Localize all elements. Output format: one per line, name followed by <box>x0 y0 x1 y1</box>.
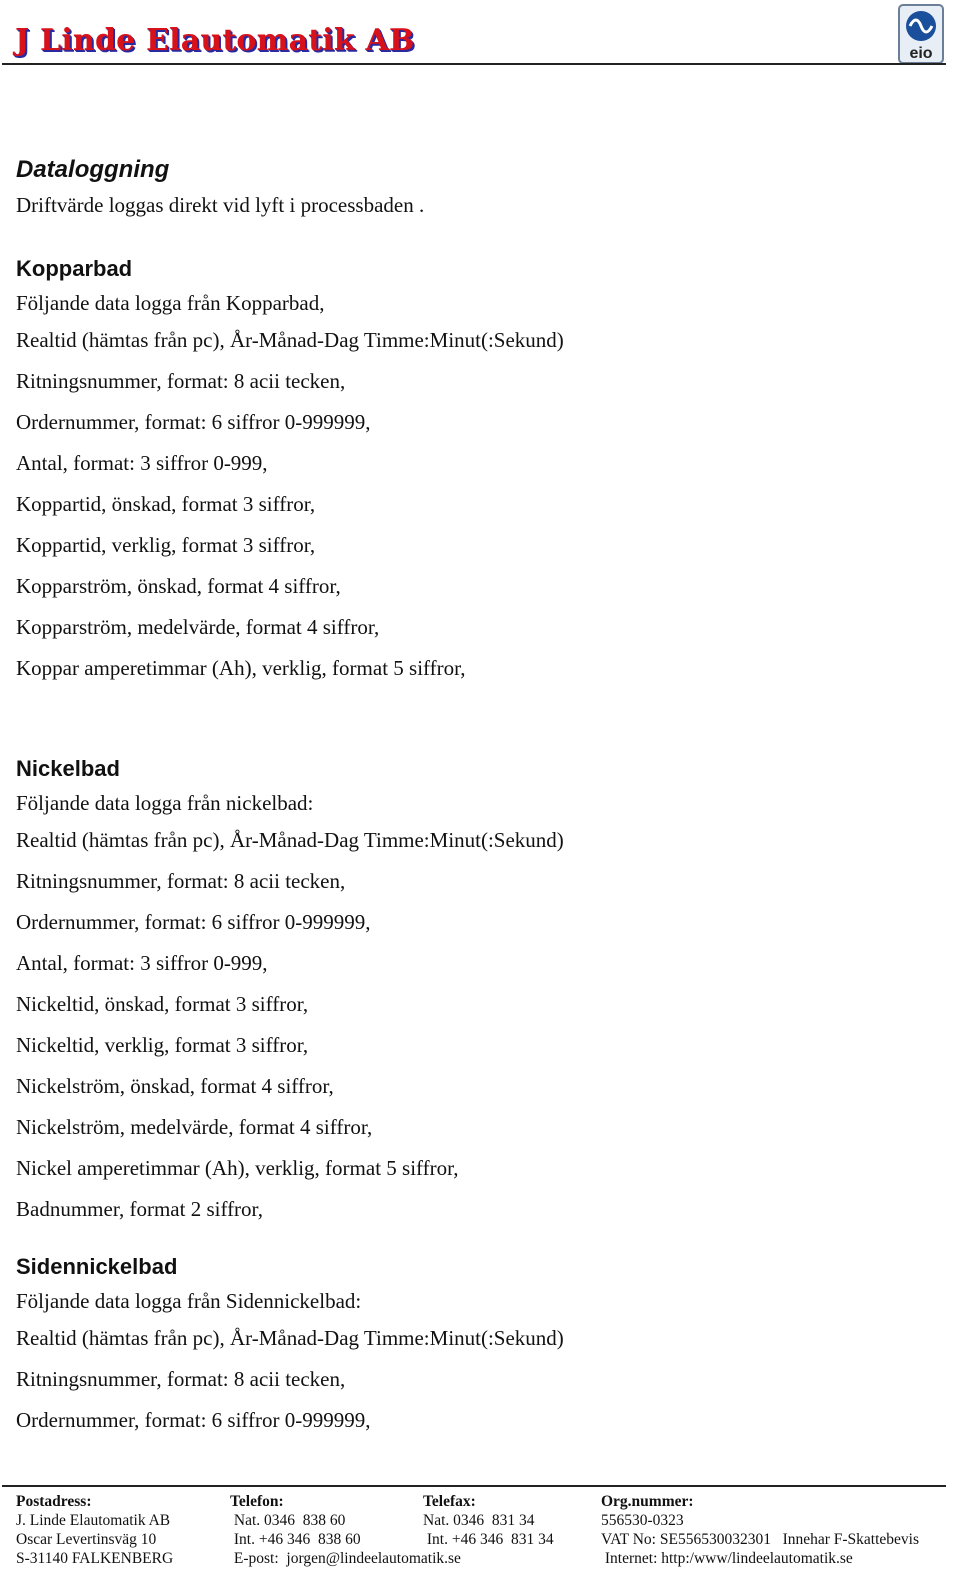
section-line: Ritningsnummer, format: 8 acii tecken, <box>16 1367 346 1391</box>
document-body <box>16 150 936 1441</box>
section-line: Koppartid, önskad, format 3 siffror, <box>16 492 316 516</box>
section-nickelbad <box>16 752 936 1230</box>
section-line: Realtid (hämtas från pc), År-Månad-Dag Timme:Minut(:Sekund) <box>16 328 564 352</box>
footer-heading: Postadress: <box>16 1493 92 1510</box>
footer-line: VAT No: SE556530032301 Innehar F-Skattebevis <box>601 1531 920 1548</box>
section-sidennickelbad <box>16 1250 936 1441</box>
section-heading: Kopparbad <box>16 256 133 281</box>
intro-paragraph: Driftvärde loggas direkt vid lyft i processbaden . <box>16 193 425 217</box>
footer-org-number <box>601 1492 919 1568</box>
section-line: Ordernummer, format: 6 siffror 0-999999, <box>16 910 371 934</box>
footer-divider <box>2 1485 946 1487</box>
footer-line: J. Linde Elautomatik AB <box>16 1512 171 1529</box>
footer-heading: Org.nummer: <box>601 1493 694 1510</box>
section-line: Nickelström, medelvärde, format 4 siffror, <box>16 1115 373 1139</box>
footer-fax <box>423 1492 554 1549</box>
footer-postal-address <box>16 1492 173 1568</box>
section-line: Nickeltid, önskad, format 3 siffror, <box>16 992 309 1016</box>
footer-heading: Telefax: <box>423 1493 476 1510</box>
header-divider <box>2 63 946 65</box>
section-line: Badnummer, format 2 siffror, <box>16 1197 263 1221</box>
svg-text:eio: eio <box>909 45 933 62</box>
footer-line: Nat. 0346 831 34 <box>423 1512 535 1529</box>
section-line: Ritningsnummer, format: 8 acii tecken, <box>16 369 346 393</box>
footer-line: 556530-0323 <box>601 1512 684 1529</box>
footer-line: Oscar Levertinsväg 10 <box>16 1531 157 1548</box>
section-heading: Sidennickelbad <box>16 1254 178 1279</box>
section-line: Antal, format: 3 siffror 0-999, <box>16 451 268 475</box>
section-line: Realtid (hämtas från pc), År-Månad-Dag Timme:Minut(:Sekund) <box>16 828 564 852</box>
section-line: Koppar amperetimmar (Ah), verklig, format 5 siffror, <box>16 656 466 680</box>
section-line: Antal, format: 3 siffror 0-999, <box>16 951 268 975</box>
section-line: Kopparström, önskad, format 4 siffror, <box>16 574 341 598</box>
section-line: Nickel amperetimmar (Ah), verklig, format 5 siffror, <box>16 1156 459 1180</box>
page-header <box>0 0 960 70</box>
footer-line: S-31140 FALKENBERG <box>16 1550 174 1567</box>
footer-email: E-post: jorgen@lindeelautomatik.se <box>230 1550 461 1567</box>
section-line: Följande data logga från Sidennickelbad: <box>16 1289 362 1313</box>
section-line: Koppartid, verklig, format 3 siffror, <box>16 533 316 557</box>
section-heading: Nickelbad <box>16 756 120 781</box>
footer-website: Internet: http:/www/lindeelautomatik.se <box>601 1550 853 1567</box>
section-line: Följande data logga från nickelbad: <box>16 791 314 815</box>
section-kopparbad <box>16 252 936 689</box>
section-line: Ordernummer, format: 6 siffror 0-999999, <box>16 410 371 434</box>
section-line: Nickeltid, verklig, format 3 siffror, <box>16 1033 309 1057</box>
footer-line: Int. +46 346 838 60 <box>230 1531 361 1548</box>
section-line: Kopparström, medelvärde, format 4 siffror, <box>16 615 380 639</box>
footer-line: Int. +46 346 831 34 <box>423 1531 554 1548</box>
eio-logo-icon <box>898 4 944 64</box>
company-logo: J Linde Elautomatik AB <box>15 23 415 58</box>
section-line: Ritningsnummer, format: 8 acii tecken, <box>16 869 346 893</box>
page-footer <box>0 1485 960 1580</box>
section-line: Nickelström, önskad, format 4 siffror, <box>16 1074 334 1098</box>
section-line: Realtid (hämtas från pc), År-Månad-Dag Timme:Minut(:Sekund) <box>16 1326 564 1350</box>
footer-heading: Telefon: <box>230 1493 284 1510</box>
section-line: Följande data logga från Kopparbad, <box>16 291 325 315</box>
section-line: Ordernummer, format: 6 siffror 0-999999, <box>16 1408 371 1432</box>
footer-line: Nat. 0346 838 60 <box>230 1512 346 1529</box>
document-title: Dataloggning <box>16 156 170 183</box>
